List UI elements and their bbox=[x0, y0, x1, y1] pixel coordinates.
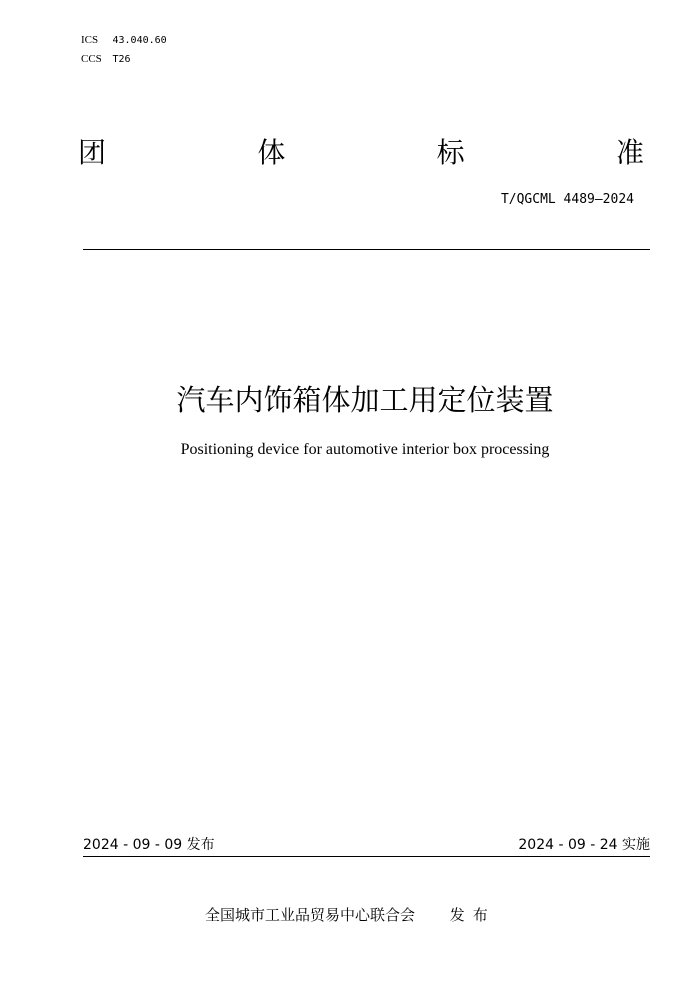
issuer-name: 全国城市工业品贸易中心联合会 bbox=[205, 906, 416, 924]
standard-type-heading bbox=[78, 134, 644, 174]
document-title-cn: 汽车内饰箱体加工用定位装置 bbox=[176, 383, 554, 417]
publish-date: 2024 - 09 - 09 发布 bbox=[83, 837, 215, 853]
heading-char: 体 bbox=[257, 136, 286, 169]
ccs-value: T26 bbox=[112, 54, 131, 65]
document-title-en: Positioning device for automotive interior box processing bbox=[180, 441, 550, 458]
bottom-divider bbox=[83, 856, 650, 857]
standard-code: T/QGCML 4489—2024 bbox=[500, 192, 634, 207]
top-divider bbox=[83, 249, 650, 250]
ccs-classification bbox=[81, 52, 131, 67]
issuer-action: 发布 bbox=[449, 906, 496, 924]
heading-char: 标 bbox=[436, 136, 465, 169]
ics-value: 43.040.60 bbox=[112, 35, 167, 46]
ics-label: ICS bbox=[81, 34, 99, 46]
ics-classification bbox=[81, 33, 167, 48]
ccs-label: CCS bbox=[81, 53, 102, 65]
heading-char: 准 bbox=[615, 136, 644, 169]
implementation-date: 2024 - 09 - 24 实施 bbox=[518, 837, 650, 853]
heading-char: 团 bbox=[78, 136, 107, 169]
issuer-line bbox=[205, 904, 496, 925]
